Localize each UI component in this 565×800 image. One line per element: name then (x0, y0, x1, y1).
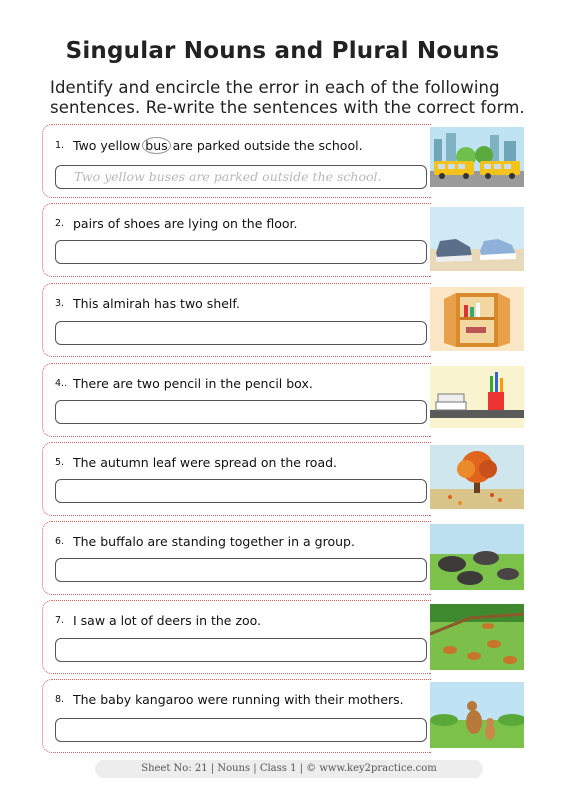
question-4-text (55, 376, 313, 391)
sentence: This almirah has two shelf. (73, 296, 240, 311)
answer-field-7[interactable] (55, 638, 427, 662)
sentence: The buffalo are standing together in a group. (73, 534, 355, 549)
sentence: I saw a lot of deers in the zoo. (73, 613, 262, 628)
sentence: There are two pencil in the pencil box. (73, 376, 313, 391)
answer-field-1[interactable] (55, 165, 427, 189)
almirah-illustration (430, 287, 524, 351)
page-title: Singular Nouns and Plural Nouns (65, 38, 500, 64)
buffalo-illustration (430, 524, 524, 590)
answer-field-6[interactable] (55, 558, 427, 582)
question-2-text (55, 216, 298, 231)
question-box-5 (42, 442, 431, 516)
question-box-1 (42, 124, 431, 198)
question-3-text (55, 296, 240, 311)
question-number: 7. (55, 615, 65, 626)
deer-zoo-illustration (430, 604, 524, 670)
answer-field-5[interactable] (55, 479, 427, 503)
school-buses-illustration (430, 127, 524, 187)
question-box-8 (42, 679, 431, 753)
shoes-illustration (430, 207, 524, 271)
instructions: Identify and encircle the error in each of the following sentences. Re-write the sentences with the correct form. (50, 78, 525, 117)
question-box-7 (42, 600, 431, 674)
question-number: 5. (55, 457, 65, 468)
kangaroo-illustration (430, 682, 524, 748)
question-6-text (55, 534, 355, 549)
question-number: 4.. (55, 378, 68, 389)
question-1-text (55, 137, 363, 154)
pencils-books-illustration (430, 366, 524, 428)
question-8-text (55, 692, 404, 707)
sentence-part: Two yellow (73, 138, 145, 153)
question-box-3 (42, 283, 431, 357)
answer-field-2[interactable] (55, 240, 427, 264)
question-7-text (55, 613, 261, 628)
question-number: 3. (55, 298, 65, 309)
question-5-text (55, 455, 337, 470)
sentence: The autumn leaf were spread on the road. (73, 455, 338, 470)
sentence: The baby kangaroo were running with their mothers. (73, 692, 404, 707)
question-box-2 (42, 203, 431, 277)
question-box-4 (42, 363, 431, 437)
answer-field-3[interactable] (55, 321, 427, 345)
question-number: 6. (55, 536, 65, 547)
question-box-6 (42, 521, 431, 595)
sentence-part: are parked outside the school. (168, 138, 363, 153)
question-number: 2. (55, 218, 65, 229)
autumn-tree-illustration (430, 445, 524, 509)
answer-field-4[interactable] (55, 400, 427, 424)
footer: Sheet No: 21 | Nouns | Class 1 | © www.key2practice.com (95, 760, 483, 778)
question-number: 1. (55, 140, 65, 151)
error-circle: bus (142, 137, 170, 154)
sentence: pairs of shoes are lying on the floor. (73, 216, 298, 231)
question-number: 8. (55, 694, 65, 705)
answer-field-8[interactable] (55, 718, 427, 742)
answer-text: Two yellow buses are parked outside the school. (74, 169, 382, 184)
